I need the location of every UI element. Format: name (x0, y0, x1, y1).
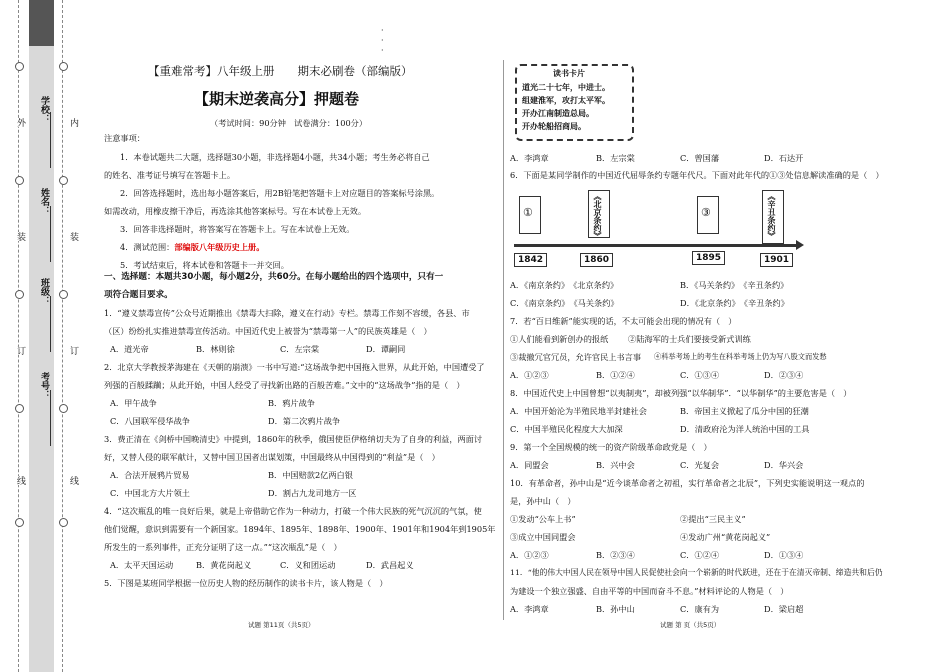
question-1-cont: （区）纷纷扎实推进禁毒宣传活动。中国近代史上被誉为“禁毒第一人”的民族英雄是（ ） (104, 326, 432, 336)
q11-option-a[interactable]: A．李鸿章 (510, 604, 549, 614)
outer-mark: 外 (15, 118, 25, 127)
ring-icon (15, 176, 24, 185)
q3-option-d[interactable]: D．割占九龙司地方一区 (268, 488, 357, 498)
notice-heading: 注意事项： (104, 133, 145, 143)
q9-option-a[interactable]: A．同盟会 (510, 460, 549, 470)
q7-item: ③裁撤冗官冗员，允许官民上书言事 (510, 352, 642, 362)
q11-option-b[interactable]: B．孙中山 (596, 604, 635, 614)
q6-option-a[interactable]: A．《南京条约》 《北京条约》 (510, 280, 619, 290)
note-range-label: 4．测试范围： (120, 242, 175, 252)
note-line (120, 242, 264, 252)
paper-title: 【重难常考】八年级上册 期末必刷卷（部编版） (148, 64, 413, 78)
q9-option-d[interactable]: D．华兴会 (764, 460, 804, 470)
q2-option-c[interactable]: C．八国联军侵华战争 (110, 416, 190, 426)
class-blank[interactable] (50, 296, 51, 352)
question-4-cont: 所发生的一系列事件，正充分证明了这一点。”“这次瓶乱”是（ ） (104, 542, 342, 552)
card-line: 开办轮船招商局。 (522, 122, 586, 131)
section-title-cont: 项符合题目要求。 (104, 290, 173, 300)
timeline-year: 1860 (580, 253, 613, 267)
q9-option-c[interactable]: C．光复会 (680, 460, 720, 470)
note-line: 2．回答选择题时，选出每小题答案后，用2B铅笔把答题卡上对应题目的答案标号涂黑。 (120, 188, 440, 198)
question-2-cont: 列强的百般蹂躏；从此开始，中国人经受了寻找新出路的百般苦难。”文中的“这场战争”指的是（ ） (104, 380, 465, 390)
dot: · (381, 36, 384, 45)
card-line: 道光二十七年，中进士。 (522, 83, 610, 92)
timeline-box-beijing-label: 《北京条约》 (593, 192, 602, 240)
question-11-cont: 为建设一个独立强盛、自由平等的中国而奋斗不息。”材料评论的人物是（ ） (510, 586, 789, 596)
question-10-cont: 是，孙中山（ ） (510, 496, 576, 506)
q3-option-b[interactable]: B．中国赔款2亿两白银 (268, 470, 353, 480)
question-6: 6．下面是某同学制作的中国近代屈辱条约专题年代尺。下面对此年代的①③处信息解读准确的是（ ） (510, 170, 884, 180)
q10-option-b[interactable]: B．②③④ (596, 550, 635, 560)
question-7: 7．若“百日维新”能实现的话，不太可能会出现的情况有（ ） (510, 316, 737, 326)
question-9: 9．第一个全国规模的统一的资产阶级革命政党是（ ） (510, 442, 712, 452)
timeline-axis (514, 244, 797, 247)
ring-icon (15, 518, 24, 527)
q5-option-c[interactable]: C．曾国藩 (680, 153, 720, 163)
q8-option-a[interactable]: A．中国开始沦为半殖民地半封建社会 (510, 406, 647, 416)
q10-item: ③成立中国同盟会 (510, 532, 576, 542)
ring-icon (15, 62, 24, 71)
student-id-field[interactable]: 考号： (39, 372, 49, 399)
note-line: 5．考试结束后，将本试卷和答题卡一并交回。 (120, 260, 289, 270)
note-line: 1．本卷试题共二大题，选择题30小题，非选择题4小题，共34小题；考生务必将自己 (120, 152, 430, 162)
timeline-slot-3-label: ③ (701, 206, 711, 219)
q2-option-d[interactable]: D．第二次鸦片战争 (268, 416, 341, 426)
question-4-cont: 他们觉醒，意识到需要有一个新国家。1894年、1895年、1898年、1900年、1901年和1904年到1905年 (104, 524, 496, 534)
paper-subtitle: 【期末逆袭高分】押题卷 (194, 90, 360, 108)
note-line: 3．回答非选择题时，将答案写在答题卡上。写在本试卷上无效。 (120, 224, 355, 234)
q7-item: ②陆海军的士兵们要接受新式训练 (628, 334, 751, 344)
q8-option-c[interactable]: C．中国半殖民化程度大大加深 (510, 424, 623, 434)
q6-option-b[interactable]: B．《马关条约》 《辛丑条约》 (680, 280, 789, 290)
q8-option-b[interactable]: B．帝国主义掀起了瓜分中国的狂潮 (680, 406, 809, 416)
column-divider (503, 60, 504, 620)
q2-option-b[interactable]: B．鸦片战争 (268, 398, 315, 408)
q2-option-a[interactable]: A．甲午战争 (110, 398, 157, 408)
dot: · (381, 46, 384, 55)
question-1: 1．“遵义禁毒宣传”公众号近期推出《禁毒大扫除，遵义在行动》专栏。禁毒工作刻不容缓，各县、市 (104, 308, 470, 318)
inner-mark: 线 (68, 476, 78, 485)
page-footer-left: 试题 第11页（共5页） (248, 621, 315, 629)
q4-option-d[interactable]: D．武昌起义 (366, 560, 414, 570)
test-range: 部编版八年级历史上册。 (174, 242, 265, 252)
q11-option-d[interactable]: D．梁启超 (764, 604, 804, 614)
ring-icon (15, 404, 24, 413)
timeline-slot-1-label: ① (523, 206, 533, 219)
q4-option-b[interactable]: B．黄花岗起义 (196, 560, 252, 570)
outer-mark: 订 (15, 346, 25, 355)
question-3-cont: 好，又替人侵的联军献计，又替中国卫国者出谋划策，中国最终从中国得到的“利益”是（ ） (104, 452, 440, 462)
q10-option-a[interactable]: A．①②③ (510, 550, 549, 560)
q3-option-c[interactable]: C．中国北方大片领土 (110, 488, 190, 498)
q7-option-d[interactable]: D．②③④ (764, 370, 804, 380)
inner-mark: 装 (68, 232, 78, 241)
q1-option-a[interactable]: A．道光帝 (110, 344, 149, 354)
q7-option-c[interactable]: C．①③④ (680, 370, 720, 380)
ring-icon (15, 290, 24, 299)
card-line: 组建淮军，攻打太平军。 (522, 96, 610, 105)
card-line: 开办江南制造总局。 (522, 109, 594, 118)
question-3: 3．费正清在《剑桥中国晚清史》中提到，1860年的秋季，俄国使臣伊格纳切夫为了自身的利益，两面讨 (104, 434, 483, 444)
timeline-year: 1901 (760, 253, 793, 267)
q7-option-b[interactable]: B．①②④ (596, 370, 635, 380)
q1-option-c[interactable]: C．左宗棠 (280, 344, 320, 354)
question-2: 2．北京大学教授茅海建在《天朝的崩溃》一书中写道:“这场战争把中国拖入世界，从此开始，中国遭受了 (104, 362, 485, 372)
school-blank[interactable] (50, 112, 51, 168)
inner-cut-line (62, 0, 63, 672)
q7-item: ①人们能看到新创办的报纸 (510, 334, 609, 344)
timeline-arrow-icon (796, 240, 804, 250)
card-title: 读书卡片 (553, 69, 585, 78)
question-5: 5．下图是某班同学根据一位历史人物的经历制作的读书卡片，该人物是（ ） (104, 578, 388, 588)
section-title: 一、选择题：本题共30小题，每小题2分，共60分。在每小题给出的四个选项中，只有一 (104, 272, 444, 282)
q10-option-d[interactable]: D．①③④ (764, 550, 804, 560)
q5-option-d[interactable]: D．石达开 (764, 153, 804, 163)
q7-item: ④科举考场上的考生在科举考场上仍为写八股文而发愁 (654, 352, 827, 361)
q7-option-a[interactable]: A．①②③ (510, 370, 549, 380)
ring-icon (59, 290, 68, 299)
note-line: 的姓名、准考证号填写在答题卡上。 (104, 170, 236, 180)
note-line: 如需改动，用橡皮擦干净后，再选涂其他答案标号。写在本试卷上无效。 (104, 206, 367, 216)
exam-info: （考试时间：90分钟 试卷满分：100分） (210, 118, 368, 128)
outer-mark: 装 (15, 232, 25, 241)
q5-option-b[interactable]: B．左宗棠 (596, 153, 635, 163)
id-blank[interactable] (50, 390, 51, 446)
q5-option-a[interactable]: A．李鸿章 (510, 153, 549, 163)
ring-icon (59, 404, 68, 413)
outer-mark: 线 (15, 476, 25, 485)
timeline-year: 1895 (692, 251, 725, 265)
name-field[interactable]: 姓名： (39, 188, 49, 215)
inner-mark: 订 (68, 346, 78, 355)
ring-icon (59, 176, 68, 185)
q1-option-d[interactable]: D．谭嗣同 (366, 344, 406, 354)
school-field[interactable]: 学校： (39, 96, 49, 123)
q9-option-b[interactable]: B．兴中会 (596, 460, 635, 470)
timeline-box-xinchou-label: 《辛丑条约》 (767, 192, 776, 240)
dot: · (381, 26, 384, 35)
question-10: 10．有革命者，孙中山是“近今谈革命者之初祖，实行革命者之北辰”，下列史实能说明这一观点的 (510, 478, 865, 488)
name-blank[interactable] (50, 206, 51, 262)
q1-option-b[interactable]: B．林则徐 (196, 344, 235, 354)
q6-option-d[interactable]: D．《北京条约》 《辛丑条约》 (680, 298, 789, 308)
q6-option-c[interactable]: C．《南京条约》 《马关条约》 (510, 298, 619, 308)
q4-option-c[interactable]: C．义和团运动 (280, 560, 336, 570)
class-field[interactable]: 班级： (39, 278, 49, 305)
binding-strip-top (29, 0, 54, 46)
inner-mark: 内 (68, 118, 78, 127)
q4-option-a[interactable]: A．太平天国运动 (110, 560, 174, 570)
ring-icon (59, 62, 68, 71)
page-footer-right: 试题 第 页（共5页） (660, 621, 721, 629)
ring-icon (59, 518, 68, 527)
q10-option-c[interactable]: C．①②④ (680, 550, 720, 560)
question-4: 4．“这次瓶乱的唯一良好后果，就是上帝借助它作为一种动力，打破一个伟大民族的死气沉沉的气氛，使 (104, 506, 482, 516)
q11-option-c[interactable]: C．康有为 (680, 604, 720, 614)
question-8: 8．中国近代史上中国曾想“以夷制夷”，却被列强“以华制华”．“以华制华”的主要危害是（ ） (510, 388, 852, 398)
q3-option-a[interactable]: A．合法开展鸦片贸易 (110, 470, 190, 480)
q10-item: ②提出“三民主义” (680, 514, 746, 524)
q10-item: ④发动广州“黄花岗起义” (680, 532, 771, 542)
timeline-year: 1842 (514, 253, 547, 267)
outer-cut-line (18, 0, 19, 672)
q8-option-d[interactable]: D．清政府沦为洋人统治中国的工具 (680, 424, 810, 434)
question-11: 11．“他的伟大中国人民在领导中国人民促使社会向一个崭新的时代跃进，还在于在清灭帝制、缔造共和后仍 (510, 568, 883, 577)
q10-item: ①发动“公车上书” (510, 514, 576, 524)
